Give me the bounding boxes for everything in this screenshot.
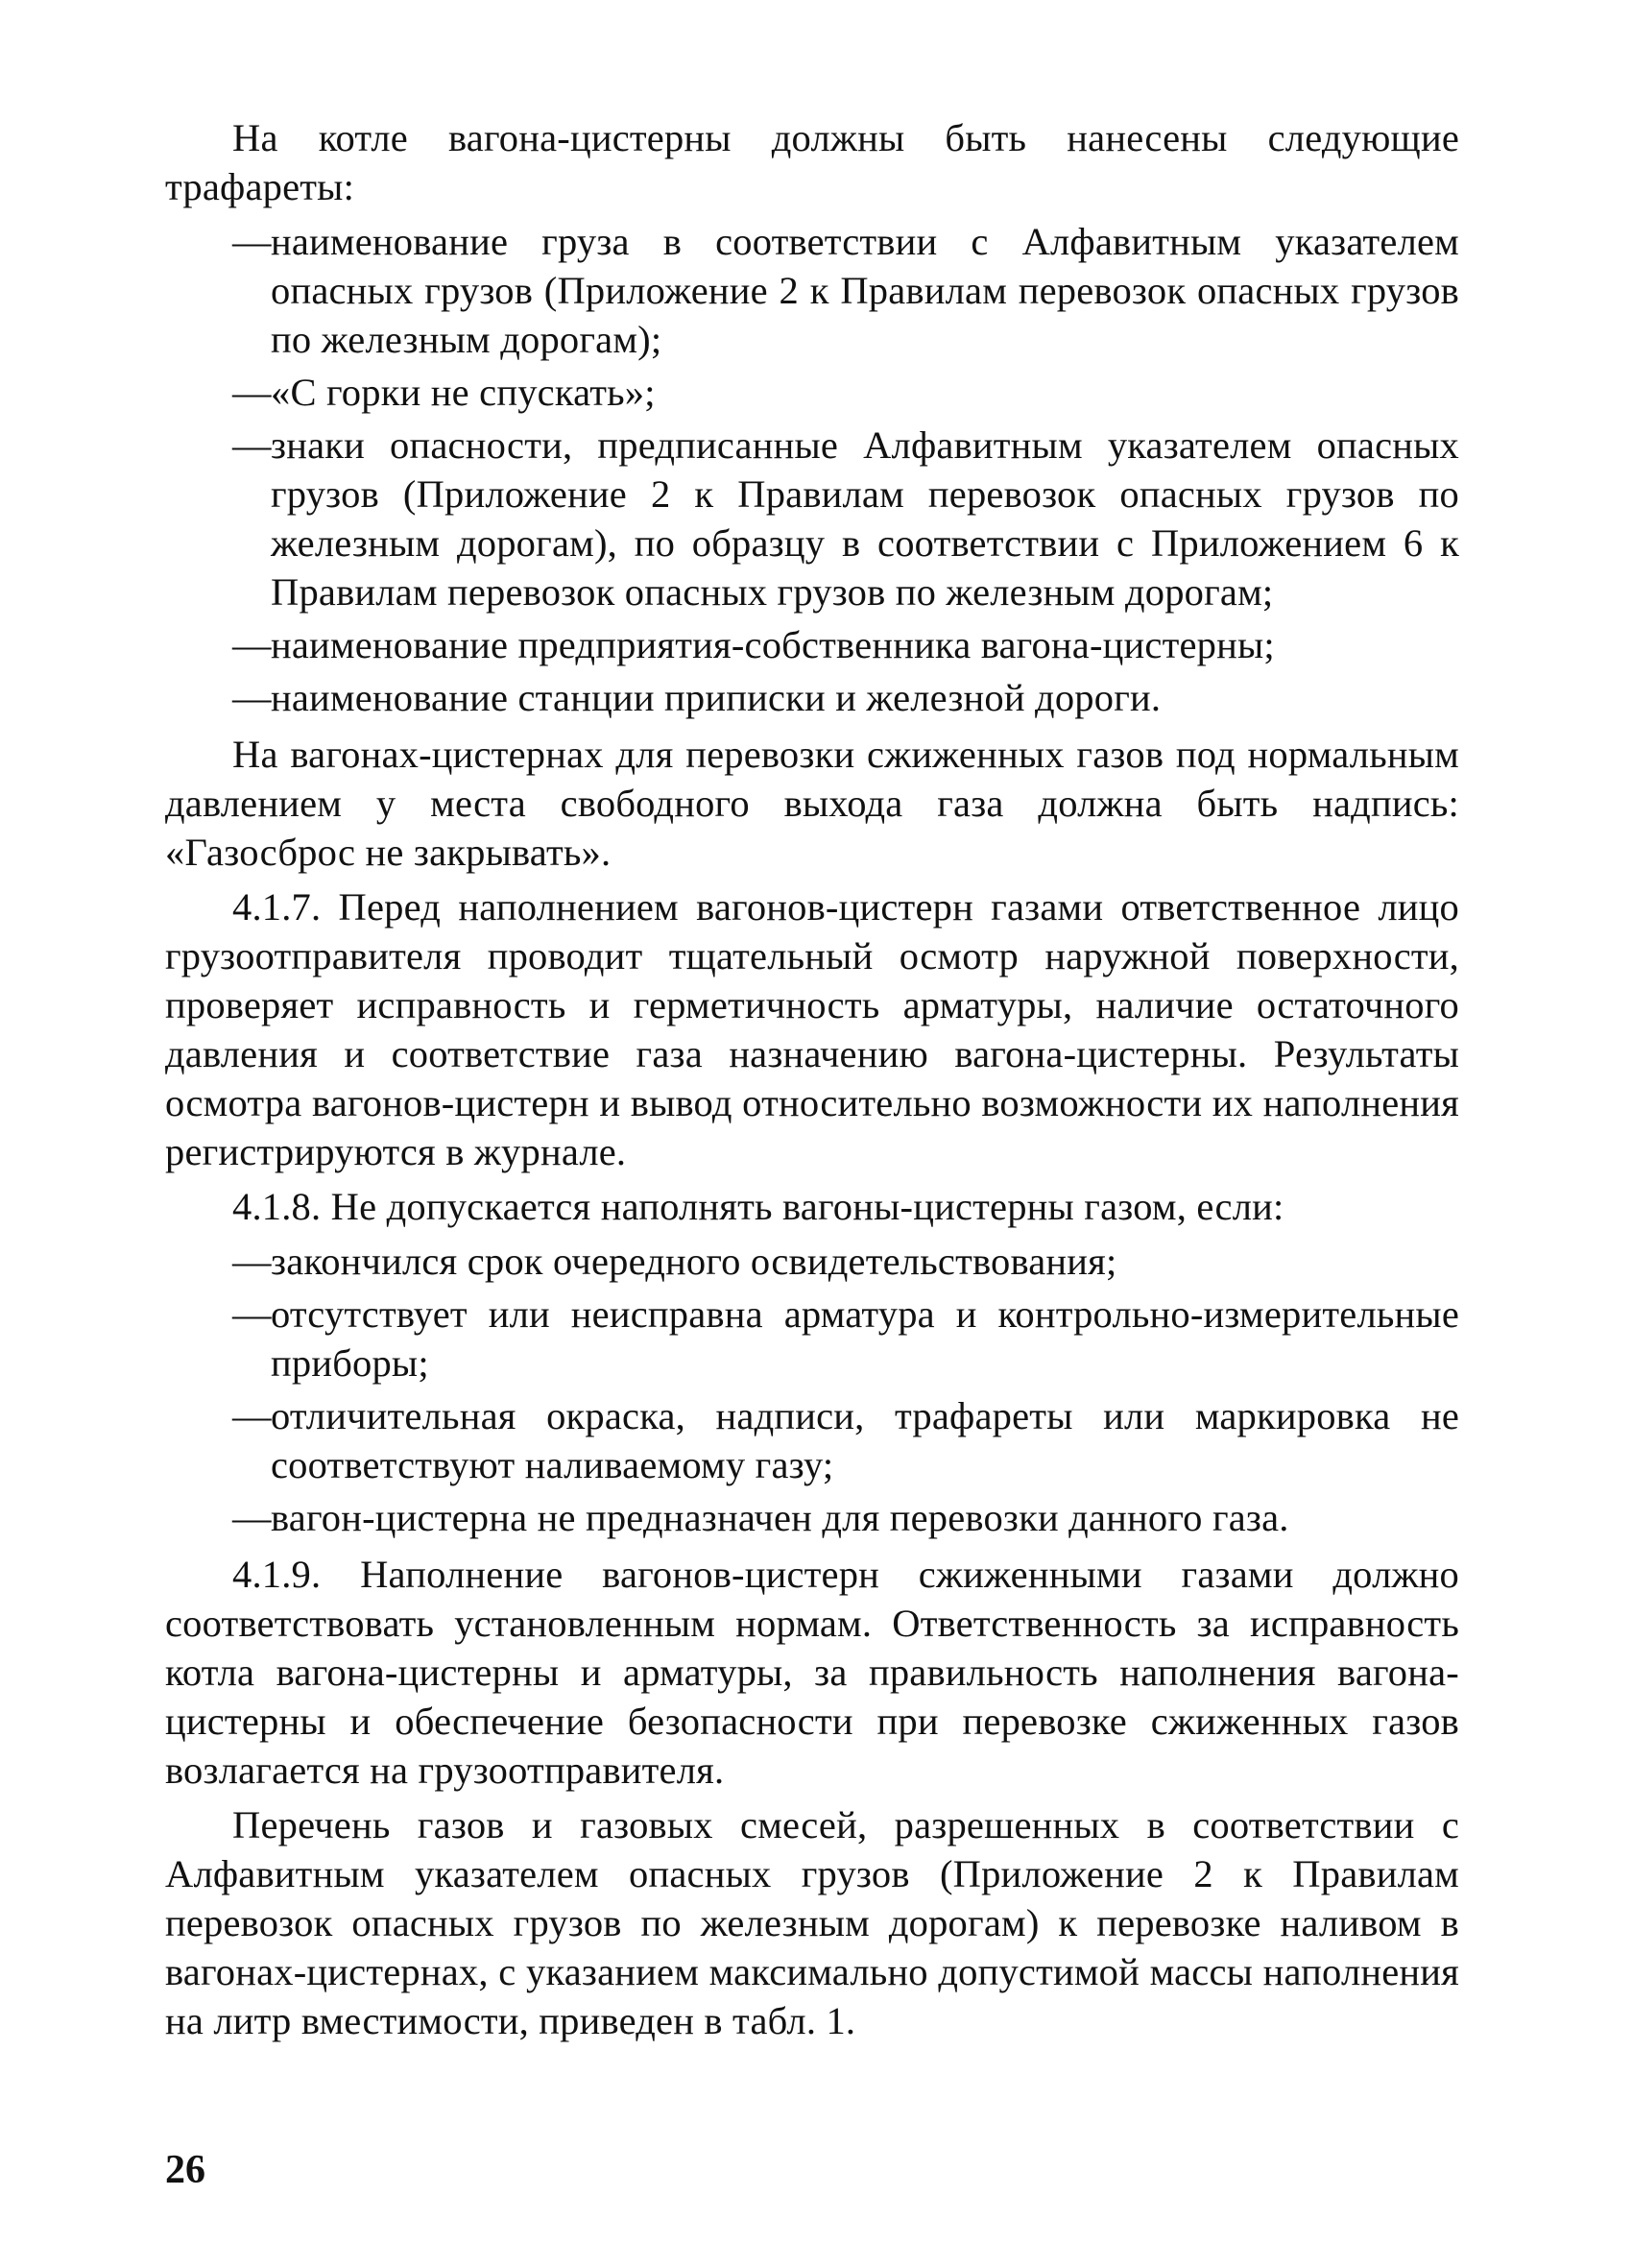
list-item-text: знаки опасности, предписанные Алфавитным указателем опасных грузов (Приложение 2 к Правилам перевозок опасных грузов по железным дорогам), по образцу в соответствии с Приложением 6 к Правилам перевозок опасных грузов по железным дорогам; (271, 423, 1459, 614)
list-item-text: вагон-цистерна не предназначен для перевозки данного газа. (271, 1496, 1289, 1539)
dash-marker: — (232, 676, 272, 719)
dash-marker: — (232, 371, 272, 414)
dash-marker: — (232, 220, 272, 263)
clause-4-1-7: 4.1.7. Перед наполнением вагонов-цистерн газами ответственное лицо грузоотправителя проводит тщательный осмотр наружной поверхности, проверяет исправность и герметичность арматуры, наличие остаточного давления и соответствие газа назначению вагона-цистерны. Результаты осмотра вагонов-цистерн и вывод относительно возможности их наполнения регистрируются в журнале. (165, 885, 1459, 1173)
list-item-text: закончился срок очередного освидетельствования; (271, 1240, 1117, 1283)
list-item-text: отсутствует или неисправна арматура и контрольно-измерительные приборы; (271, 1292, 1459, 1385)
dash-marker: — (232, 1292, 272, 1336)
gas-list-paragraph: Перечень газов и газовых смесей, разрешенных в соответствии с Алфавитным указателем опасных грузов (Приложение 2 к Правилам перевозок опасных грузов по железным дорогам) к перевозке наливом в вагонах-цистернах, с указанием максимально допустимой массы наполнения на литр вместимости, приведен в табл. 1. (165, 1803, 1459, 2042)
list-item-text: наименование станции приписки и железной дороги. (271, 676, 1162, 719)
list-item (165, 1290, 1459, 1387)
list-item (165, 368, 1459, 417)
prohibitions-list (165, 1237, 1459, 1542)
dash-marker: — (232, 623, 272, 666)
list-item (165, 1237, 1459, 1286)
list-item (165, 673, 1459, 722)
list-item (165, 620, 1459, 669)
dash-marker: — (232, 1240, 272, 1283)
stencils-list (165, 217, 1459, 722)
clause-4-1-9: 4.1.9. Наполнение вагонов-цистерн сжиженными газами должно соответствовать установленным нормам. Ответственность за исправность котла вагона-цистерны и арматуры, за правильность наполнения вагона-цистерны и обеспечение безопасности при перевозке сжиженных газов возлагается на грузоотправителя. (165, 1553, 1459, 1792)
dash-marker: — (232, 1394, 272, 1437)
list-item (165, 1391, 1459, 1489)
list-item-text: отличительная окраска, надписи, трафареты или маркировка не соответствуют наливаемому газу; (271, 1394, 1459, 1486)
dash-marker: — (232, 423, 272, 467)
list-item (165, 421, 1459, 616)
list-item-text: наименование предприятия-собственника вагона-цистерны; (271, 623, 1275, 666)
list-item (165, 1493, 1459, 1542)
page-number: 26 (165, 2148, 205, 2192)
list-item-text: наименование груза в соответствии с Алфавитным указателем опасных грузов (Приложение 2 к Правилам перевозок опасных грузов по железным дорогам); (271, 220, 1459, 361)
gas-release-paragraph: На вагонах-цистернах для перевозки сжиженных газов под нормальным давлением у места свободного выхода газа должна быть надпись: «Газосброс не закрывать». (165, 733, 1459, 874)
dash-marker: — (232, 1496, 272, 1539)
clause-4-1-8: 4.1.8. Не допускается наполнять вагоны-цистерны газом, если: (232, 1185, 1284, 1228)
page-body (165, 113, 1459, 2051)
list-item (165, 217, 1459, 364)
intro-paragraph: На котле вагона-цистерны должны быть нанесены следующие трафареты: (165, 116, 1459, 208)
list-item-text: «С горки не спускать»; (271, 371, 656, 414)
